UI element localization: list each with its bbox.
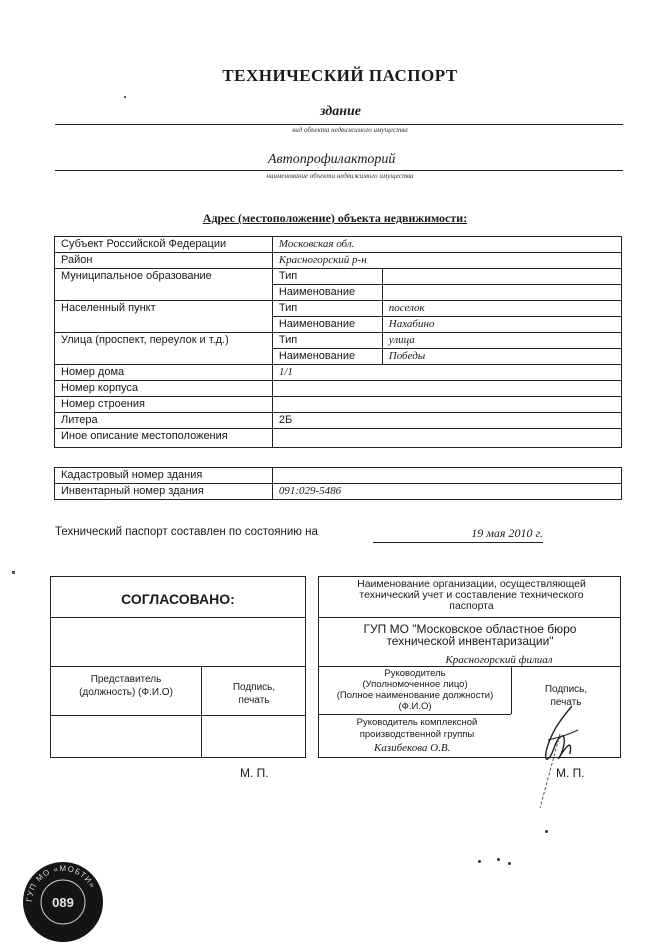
organization-signature-label: Подпись, печать (544, 684, 588, 708)
table-row (55, 484, 622, 500)
divider (511, 666, 512, 714)
table-row (55, 397, 622, 413)
address-label: Субъект Российской Федерации (55, 237, 273, 253)
name-value (382, 285, 621, 301)
agreed-signature-label: Подпись, печать (232, 682, 276, 706)
name-label: Наименование (272, 349, 382, 365)
divider (51, 617, 305, 618)
organization-heading: Наименование организации, осуществляющей технический учет и составление технического паспорта (357, 578, 586, 612)
compiled-label: Технический паспорт составлен по состоянию на (55, 526, 318, 538)
mark-dot (12, 571, 15, 574)
address-value: Московская обл. (272, 237, 621, 253)
organization-branch: Красногорский филиал (445, 654, 553, 666)
representative-label: Представитель (должность) (Ф.И.О) (79, 674, 173, 698)
head-label (319, 668, 511, 712)
seal-top-text: ГУП МО «МОБТИ» (24, 863, 98, 903)
address-value (272, 429, 621, 448)
address-value (272, 397, 621, 413)
object-kind: здание (320, 104, 361, 119)
object-kind-caption: вид объекта недвижимого имущества (292, 126, 408, 134)
name-value: Победы (382, 349, 621, 365)
address-label: Муниципальное образование (55, 269, 273, 301)
address-label: Номер корпуса (55, 381, 273, 397)
scan-speck (497, 858, 500, 861)
name-label: Наименование (272, 285, 382, 301)
scan-speck (545, 830, 548, 833)
head-label-line: (Полное наименование должности) (336, 690, 494, 701)
stamp-label-left: М. П. (240, 766, 269, 780)
type-value: поселок (382, 301, 621, 317)
inventory-value: 091:029-5486 (272, 484, 621, 500)
address-label: Улица (проспект, переулок и т.д.) (55, 333, 273, 365)
group-head-label: Руководитель комплексной производственной группы (356, 717, 478, 740)
table-row (55, 429, 622, 448)
address-label: Иное описание местоположения (55, 429, 273, 448)
agreed-heading: СОГЛАСОВАНО: (121, 591, 235, 607)
seal-number: 089 (52, 895, 74, 910)
address-label: Номер строения (55, 397, 273, 413)
type-label: Тип (272, 301, 382, 317)
table-row (55, 237, 622, 253)
organization-name: ГУП МО "Московское областное бюро технической инвентаризации" (363, 622, 577, 648)
address-value: 2Б (272, 413, 621, 429)
object-name: Автопрофилакторий (268, 152, 396, 167)
address-label: Населенный пункт (55, 301, 273, 333)
address-value (272, 381, 621, 397)
scan-speck (508, 862, 511, 865)
divider (319, 617, 620, 618)
table-row (55, 365, 622, 381)
divider (201, 666, 202, 757)
table-row (55, 413, 622, 429)
cadastral-value (272, 468, 621, 484)
inventory-label: Инвентарный номер здания (55, 484, 273, 500)
table-row (55, 301, 622, 317)
seal-stamp (18, 858, 108, 942)
name-label: Наименование (272, 317, 382, 333)
cadastral-label: Кадастровый номер здания (55, 468, 273, 484)
compiled-date: 19 мая 2010 г. (373, 526, 543, 543)
head-label-line: Руководитель (384, 668, 446, 679)
address-label: Литера (55, 413, 273, 429)
type-label: Тип (272, 269, 382, 285)
object-name-caption: наименование объекта недвижимого имущества (266, 172, 414, 180)
divider (319, 714, 511, 715)
group-head-name: Казибекова О.В. (374, 742, 451, 754)
table-row (55, 269, 622, 285)
type-label: Тип (272, 333, 382, 349)
object-kind-line (55, 124, 623, 125)
address-table (54, 236, 622, 448)
stamp-label-right: М. П. (556, 766, 585, 780)
head-label-line: (Ф.И.О) (398, 701, 432, 712)
type-value: улица (382, 333, 621, 349)
object-name-line (55, 170, 623, 171)
table-row (55, 333, 622, 349)
page-title: ТЕХНИЧЕСКИЙ ПАСПОРТ (222, 66, 458, 85)
mark-dot (124, 96, 126, 98)
type-value (382, 269, 621, 285)
address-value: Красногорский р-н (272, 253, 621, 269)
address-label: Номер дома (55, 365, 273, 381)
name-value: Нахабино (382, 317, 621, 333)
scan-speck (478, 860, 481, 863)
table-row (55, 253, 622, 269)
divider (319, 666, 620, 667)
numbers-table (54, 467, 622, 500)
head-label-line: (Уполномоченное лицо) (362, 679, 468, 690)
table-row (55, 381, 622, 397)
divider (51, 715, 305, 716)
address-label: Район (55, 253, 273, 269)
address-heading: Адрес (местоположение) объекта недвижимости: (202, 211, 468, 225)
agreed-box (50, 576, 306, 758)
address-value: 1/1 (272, 365, 621, 381)
signature-mark (520, 700, 590, 810)
divider (51, 666, 305, 667)
table-row (55, 468, 622, 484)
